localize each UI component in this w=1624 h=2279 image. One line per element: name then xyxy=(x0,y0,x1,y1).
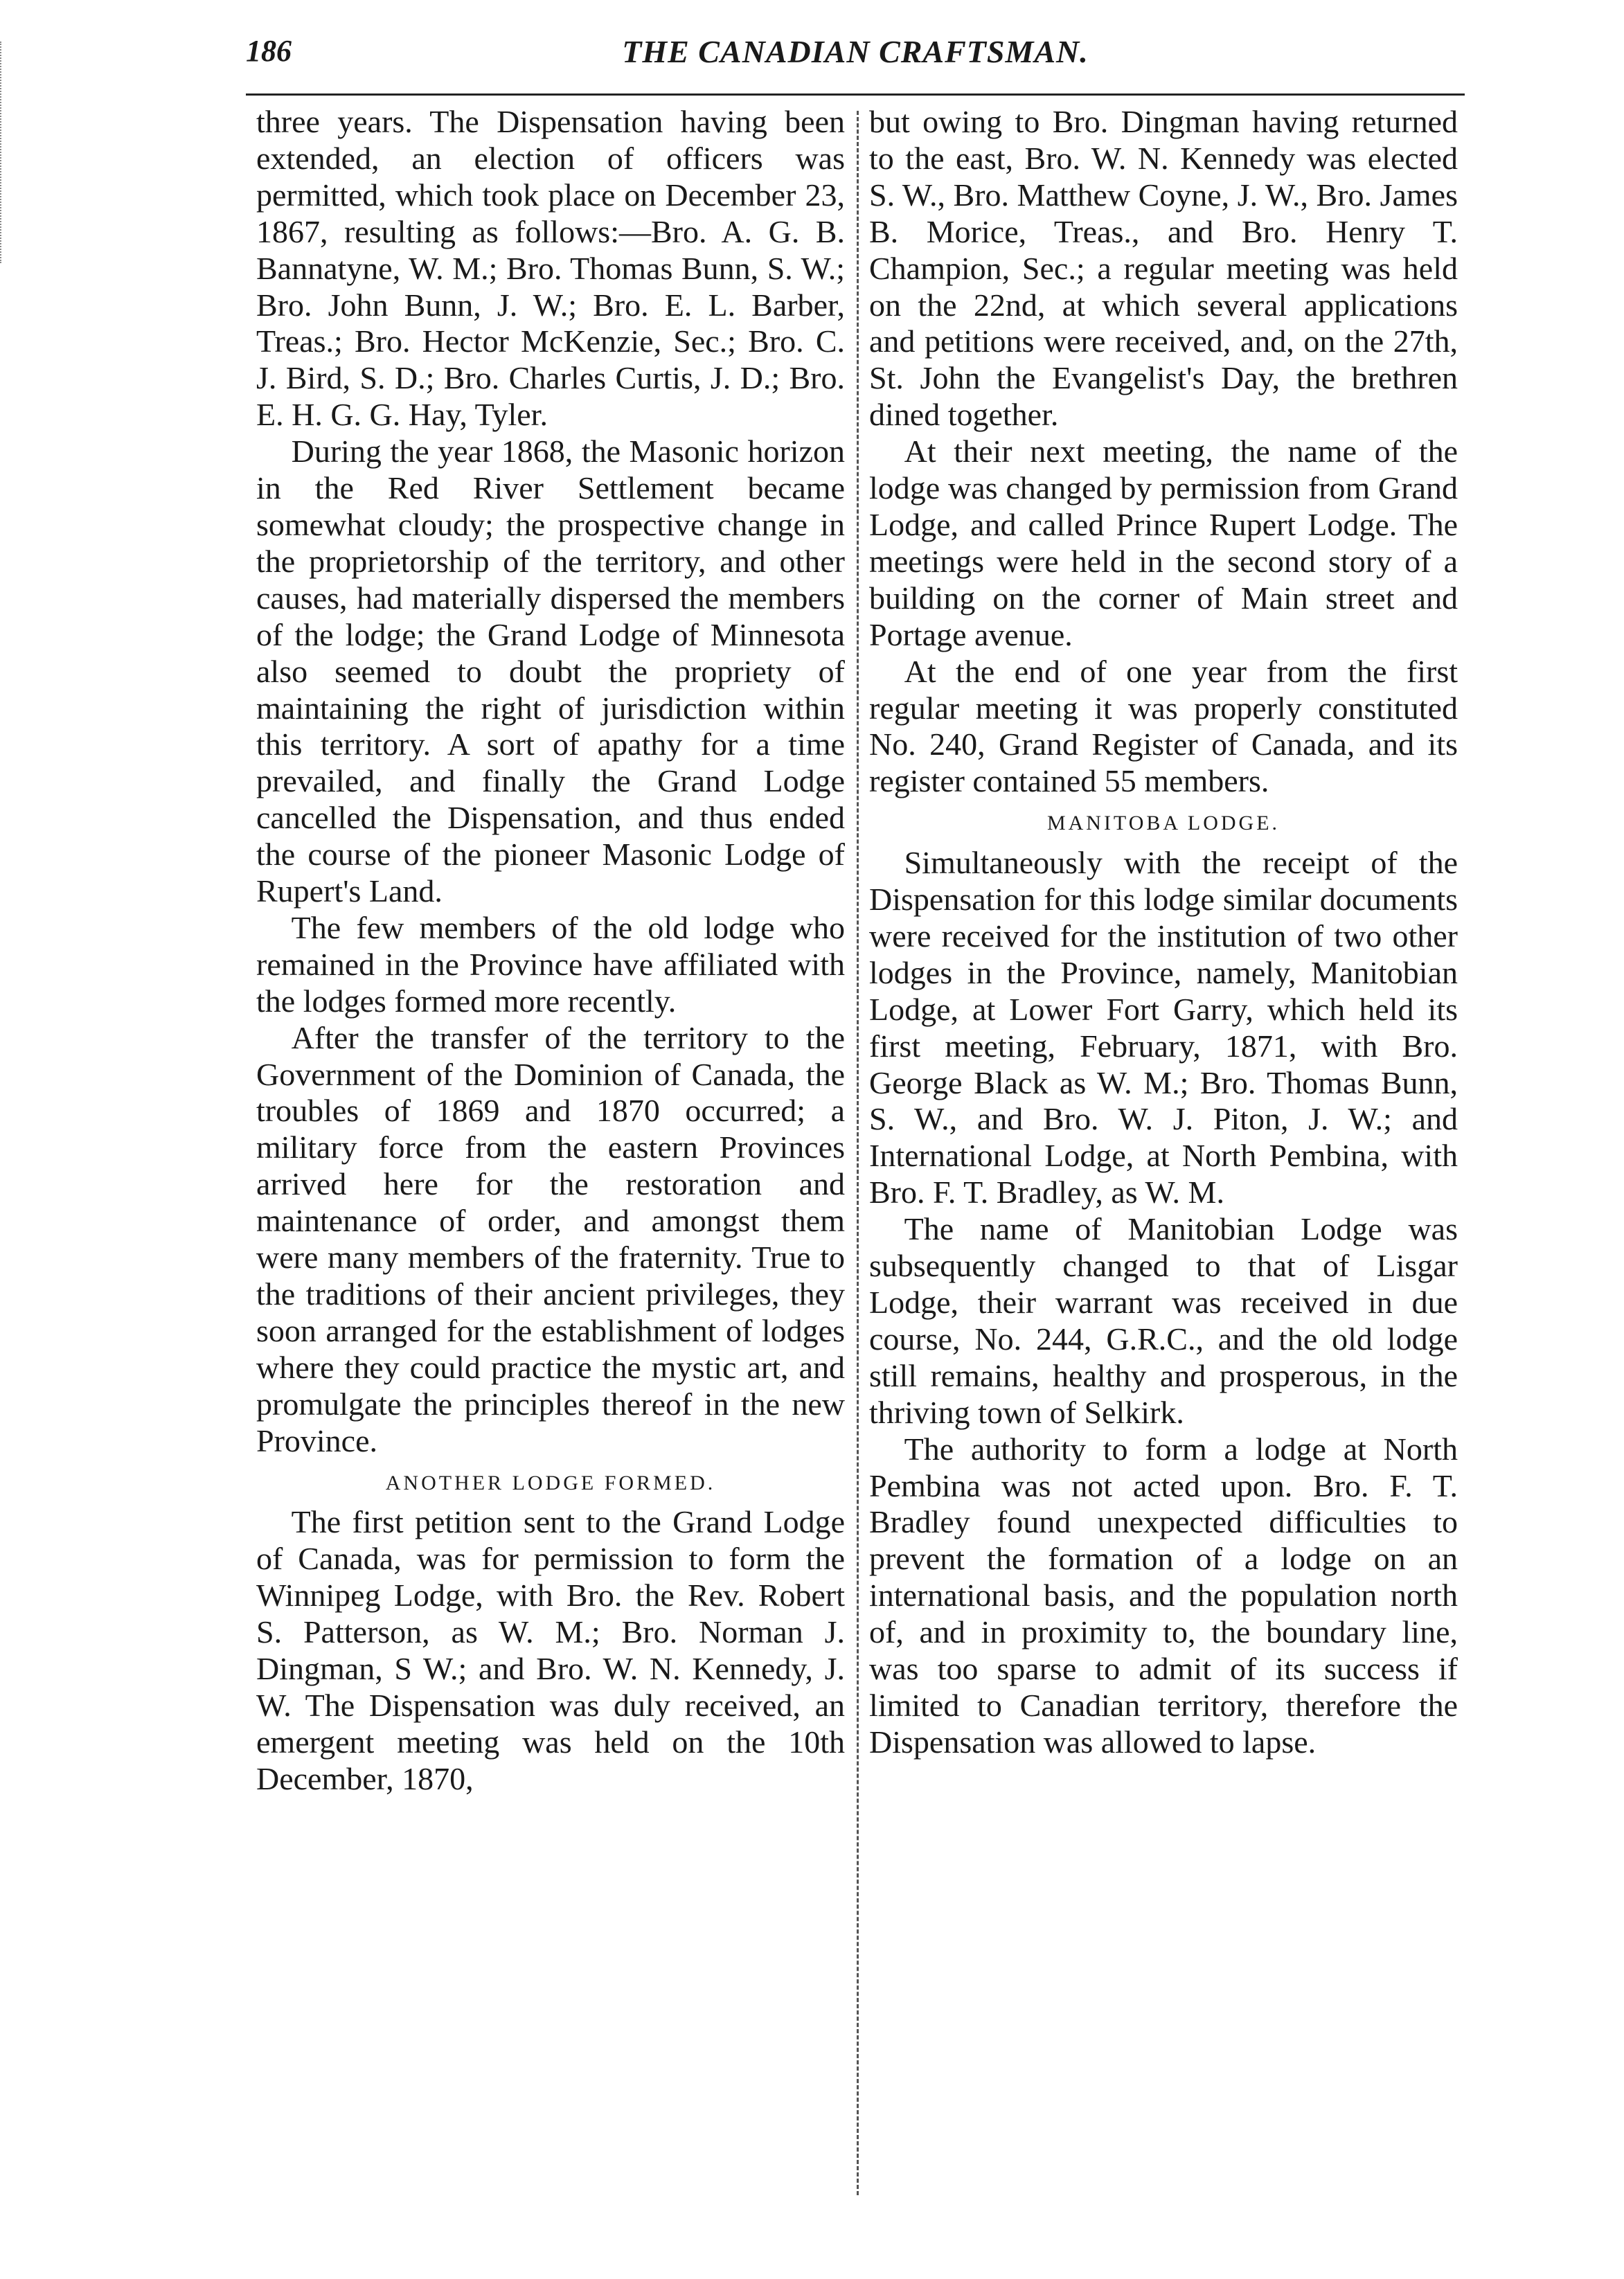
page-header xyxy=(246,29,1465,84)
paragraph: At the end of one year from the first regular meeting it was properly constituted No. 240, Grand Register of Canada, and its register contained 55 members. xyxy=(869,653,1458,799)
page-number: 186 xyxy=(246,34,292,68)
section-subheading: ANOTHER LODGE FORMED. xyxy=(385,1471,716,1494)
left-column xyxy=(256,104,845,1798)
running-title: THE CANADIAN CRAFTSMAN. xyxy=(622,34,1089,69)
paragraph: The few members of the old lodge who remained in the Province have affiliated with the lodges formed more recently. xyxy=(256,909,845,1019)
paragraph: three years. The Dispensation having been extended, an election of officers was permitted, which took place on December 23, 1867, resulting as follows:—Bro. A. G. B. Bannatyne, W. M.; Bro. Thomas Bunn, S. W.; Bro. John Bunn, J. W.; Bro. E. L. Barber, Treas.; Bro. Hector McKenzie, Sec.; Bro. C. J. Bird, S. D.; Bro. Charles Curtis, J. D.; Bro. E. H. G. G. Hay, Tyler. xyxy=(256,104,845,433)
paragraph: The name of Manitobian Lodge was subsequently changed to that of Lisgar Lodge, their warrant was received in due course, No. 244, G.R.C., and the old lodge still remains, healthy and prosperous, in the thriving town of Selkirk. xyxy=(869,1211,1458,1430)
paragraph: but owing to Bro. Dingman having returned to the east, Bro. W. N. Kennedy was elected S. W., Bro. Matthew Coyne, J. W., Bro. James B. Morice, Treas., and Bro. Henry T. Champion, Sec.; a regular meeting was held on the 22nd, at which several applications and petitions were received, and, on the 27th, St. John the Evangelist's Day, the brethren dined together. xyxy=(869,104,1458,433)
right-column xyxy=(869,104,1458,1761)
section-subheading: MANITOBA LODGE. xyxy=(1046,812,1281,835)
scan-edge-marks xyxy=(0,42,18,263)
paragraph: At their next meeting, the name of the lodge was changed by permission from Grand Lodge, and called Prince Rupert Lodge. The meetings were held in the second story of a building on the corner of Main street and Portage avenue. xyxy=(869,434,1458,652)
paragraph: After the transfer of the territory to the Government of the Dominion of Canada, the troubles of 1869 and 1870 occurred; a military force from the eastern Provinces arrived here for the restoration and maintenance of order, and amongst them were many members of the fraternity. True to the traditions of their ancient privileges, they soon arranged for the establishment of lodges where they could practice the mystic art, and promulgate the principles thereof in the new Province. xyxy=(256,1019,845,1458)
column-divider xyxy=(857,111,859,2195)
paragraph: During the year 1868, the Masonic horizon in the Red River Settlement became somewhat cloudy; the prospective change in the proprietorship of the territory, and other causes, had materially dispersed the members of the lodge; the Grand Lodge of Minnesota also seemed to doubt the propriety of maintaining the right of jurisdiction within this territory. A sort of apathy for a time prevailed, and finally the Grand Lodge cancelled the Dispensation, and thus ended the course of the pioneer Masonic Lodge of Rupert's Land. xyxy=(256,434,845,909)
paragraph: Simultaneously with the receipt of the Dispensation for this lodge similar documents were received for the institution of two other lodges in the Province, namely, Manitobian Lodge, at Lower Fort Garry, which held its first meeting, February, 1871, with Bro. George Black as W. M.; Bro. Thomas Bunn, S. W., and Bro. W. J. Piton, J. W.; and International Lodge, at North Pembina, with Bro. F. T. Bradley, as W. M. xyxy=(869,845,1458,1210)
header-rule xyxy=(246,93,1465,96)
paragraph: The first petition sent to the Grand Lodge of Canada, was for permission to form the Winnipeg Lodge, with Bro. the Rev. Robert S. Patterson, as W. M.; Bro. Norman J. Dingman, S W.; and Bro. W. N. Kennedy, J. W. The Dispensation was duly received, an emergent meeting was held on the 10th December, 1870, xyxy=(256,1504,845,1796)
paragraph: The authority to form a lodge at North Pembina was not acted upon. Bro. F. T. Bradley found unexpected difficulties to prevent the formation of a lodge on an international basis, and the population north of, and in proximity to, the boundary line, was too sparse to admit of its success if limited to Canadian territory, therefore the Dispensation was allowed to lapse. xyxy=(869,1431,1458,1760)
